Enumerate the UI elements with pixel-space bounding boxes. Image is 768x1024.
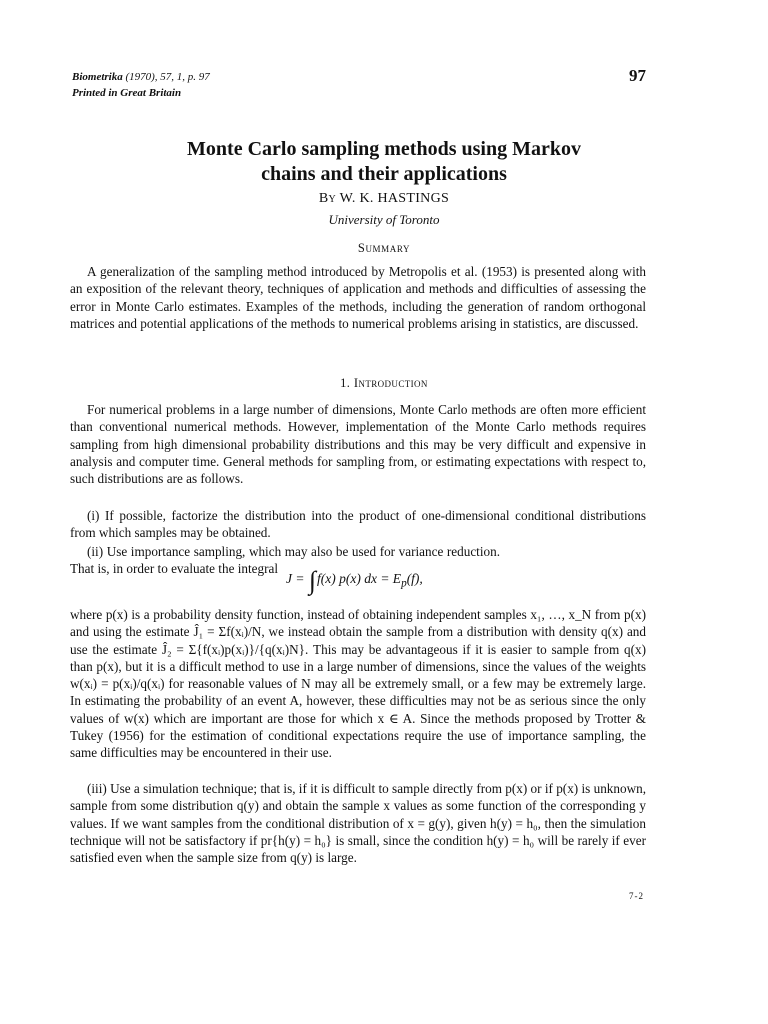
journal-citation: [72, 69, 210, 101]
author-by: By: [318, 191, 337, 206]
footer-signature-mark: 7-2: [629, 891, 644, 901]
journal-name: Biometrika: [72, 71, 123, 83]
section-heading-introduction: 1. Introduction: [340, 376, 428, 390]
equation-rhs: f(x) p(x) dx = E: [316, 571, 402, 586]
summary-text: A generalization of the sampling method introduced by Metropolis et al. (1953) is presented along with an exposition of the relevant theory, techniques of application and methods and difficulties of assessing the error in Monte Carlo estimates. Examples of the methods, including the generation of random orthogonal matrices and potential applications of the methods to numerical problems arising in statistics, are discussed.: [70, 264, 646, 331]
intro-paragraph-5: (iii) Use a simulation technique; that is, if it is difficult to sample directly from p(x) or if p(x) is unknown, sample from some distribution q(y) and obtain the sample x values as some function of the corresponding y values. If we want samples from the conditional distribution of x = g(y), given h(y) = h₀, then the simulation technique will not be satisfactory if pr{h(y) = h₀} is small, since the condition h(y) = h₀ will be rarely if ever satisfied even when the sample size from q(y) is large.: [70, 781, 646, 866]
journal-volume: (1970), 57, 1, p. 97: [125, 71, 210, 83]
title-line-1: Monte Carlo sampling methods using Markov: [187, 138, 581, 160]
intro-paragraph-1: For numerical problems in a large number of dimensions, Monte Carlo methods are often more efficient than conventional numerical methods. However, implementation of the Monte Carlo methods requires sampling from high dimensional probability distributions and this may be very difficult and expensive in analysis and computer time. General methods for sampling from, or estimating expectations with respect to, such distributions are as follows.: [70, 402, 646, 487]
title-line-2: chains and their applications: [261, 163, 507, 185]
equation-tail: (f),: [406, 571, 423, 586]
summary-heading: Summary: [357, 241, 411, 255]
integral-equation: [286, 566, 423, 596]
page-number: 97: [629, 66, 646, 85]
author-name: W. K. HASTINGS: [339, 191, 450, 206]
intro-paragraph-2: (i) If possible, factorize the distribution into the product of one-dimensional conditional distributions from which samples may be obtained.: [70, 508, 646, 541]
intro-paragraph-4: where p(x) is a probability density function, instead of obtaining independent samples x₁, …, x_N from p(x) and using the estimate Ĵ₁ = Σf(xᵢ)/N, we instead obtain the sample from a distribution with density q(x) and use the estimate Ĵ₂ = Σ{f(xᵢ)p(xᵢ)}/{q(xᵢ)N}. This may be advantageous if it is easier to sample from q(x) than p(x), but it is a difficult method to use in a large number of dimensions, since the values of the weights w(xᵢ) = p(xᵢ)/q(xᵢ) for reasonable values of N may all be extremely small, or a few may be extremely large. In estimating the probability of an event A, however, these difficulties may not be as serious since the only values of w(x) which are important are those for which x ∈ A. Since the methods proposed by Trotter & Tukey (1956) for the estimation of conditional expectations require the use of importance sampling, the same difficulties may be encountered in their use.: [70, 607, 646, 761]
paper-title: [0, 137, 768, 187]
author-line: [0, 191, 768, 207]
equation-subscript: p: [401, 577, 407, 590]
equation-lhs: J =: [286, 571, 305, 586]
author-affiliation: University of Toronto: [328, 212, 440, 227]
printed-note: Printed in Great Britain: [72, 87, 182, 99]
intro-paragraph-3: (ii) Use importance sampling, which may also be used for variance reduction. That is, in order to evaluate the integral: [70, 544, 500, 577]
integral-sign: ∫: [308, 566, 316, 595]
